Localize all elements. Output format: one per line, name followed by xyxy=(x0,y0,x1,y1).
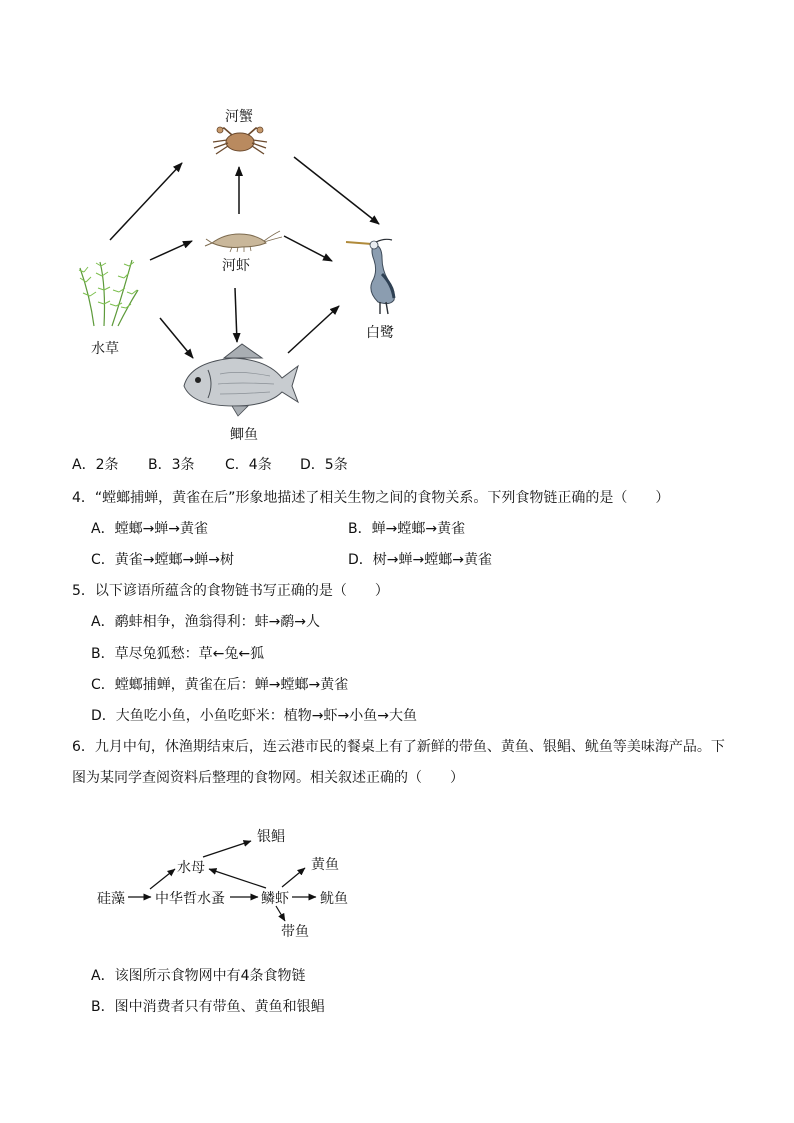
crab-label: 河蟹 xyxy=(225,109,253,125)
q6-stem-line-2: 图为某同学查阅资料后整理的食物网。相关叙述正确的（ ） xyxy=(72,770,464,786)
node-jellyfish: 水母 xyxy=(177,860,205,876)
carp-label: 鲫鱼 xyxy=(230,427,258,443)
node-croaker: 黄鱼 xyxy=(311,857,339,873)
q6-option-a[interactable]: A．该图所示食物网中有4条食物链 xyxy=(91,968,306,984)
arrow-shrimp-to-hairtail xyxy=(276,906,285,921)
q6-stem-line-1: 6．九月中旬，休渔期结束后，连云港市民的餐桌上有了新鲜的带鱼、黄鱼、银鲳、鱿鱼等美味海产品。下 xyxy=(72,739,725,755)
node-squid: 鱿鱼 xyxy=(320,891,348,907)
node-shrimp: 鳞虾 xyxy=(261,891,289,907)
node-pomfret: 银鲳 xyxy=(257,829,285,845)
q4-stem: 4．“螳螂捕蝉，黄雀在后”形象地描述了相关生物之间的食物关系。下列食物链正确的是（ ） xyxy=(72,490,670,506)
q4-option-c[interactable]: C．黄雀→螳螂→蝉→树 xyxy=(91,552,234,568)
q4-option-b[interactable]: B．蝉→螳螂→黄雀 xyxy=(348,521,466,537)
grass-label: 水草 xyxy=(91,341,119,357)
q5-option-d[interactable]: D．大鱼吃小鱼，小鱼吃虾米：植物→虾→小鱼→大鱼 xyxy=(91,708,417,724)
q3-option-d[interactable]: D．5条 xyxy=(300,457,348,473)
q3-option-a[interactable]: A．2条 xyxy=(72,457,119,473)
q6-option-b[interactable]: B．图中消费者只有带鱼、黄鱼和银鲳 xyxy=(91,999,325,1015)
q5-option-c[interactable]: C．螳螂捕蝉，黄雀在后：蝉→螳螂→黄雀 xyxy=(91,677,349,693)
q4-option-a[interactable]: A．螳螂→蝉→黄雀 xyxy=(91,521,209,537)
q3-option-b[interactable]: B．3条 xyxy=(148,457,195,473)
q4-option-d[interactable]: D．树→蝉→螳螂→黄雀 xyxy=(348,552,492,568)
egret-label: 白鹭 xyxy=(366,325,394,341)
arrow-shrimp-to-jellyfish xyxy=(209,869,266,888)
node-diatom: 硅藻 xyxy=(97,891,125,907)
node-copepod: 中华哲水蚤 xyxy=(155,891,225,907)
arrow-jellyfish-to-pomfret xyxy=(203,841,251,857)
q3-option-c[interactable]: C．4条 xyxy=(225,457,272,473)
arrow-copepod-to-jellyfish xyxy=(150,869,175,889)
q5-option-b[interactable]: B．草尽兔狐愁：草←兔←狐 xyxy=(91,646,265,662)
arrow-shrimp-to-croaker xyxy=(282,868,305,887)
q5-option-a[interactable]: A．鹬蚌相争，渔翁得利：蚌→鹬→人 xyxy=(91,614,321,630)
shrimp-label: 河虾 xyxy=(222,258,250,274)
q5-stem: 5．以下谚语所蕴含的食物链书写正确的是（ ） xyxy=(72,583,389,599)
node-hairtail: 带鱼 xyxy=(281,924,309,940)
